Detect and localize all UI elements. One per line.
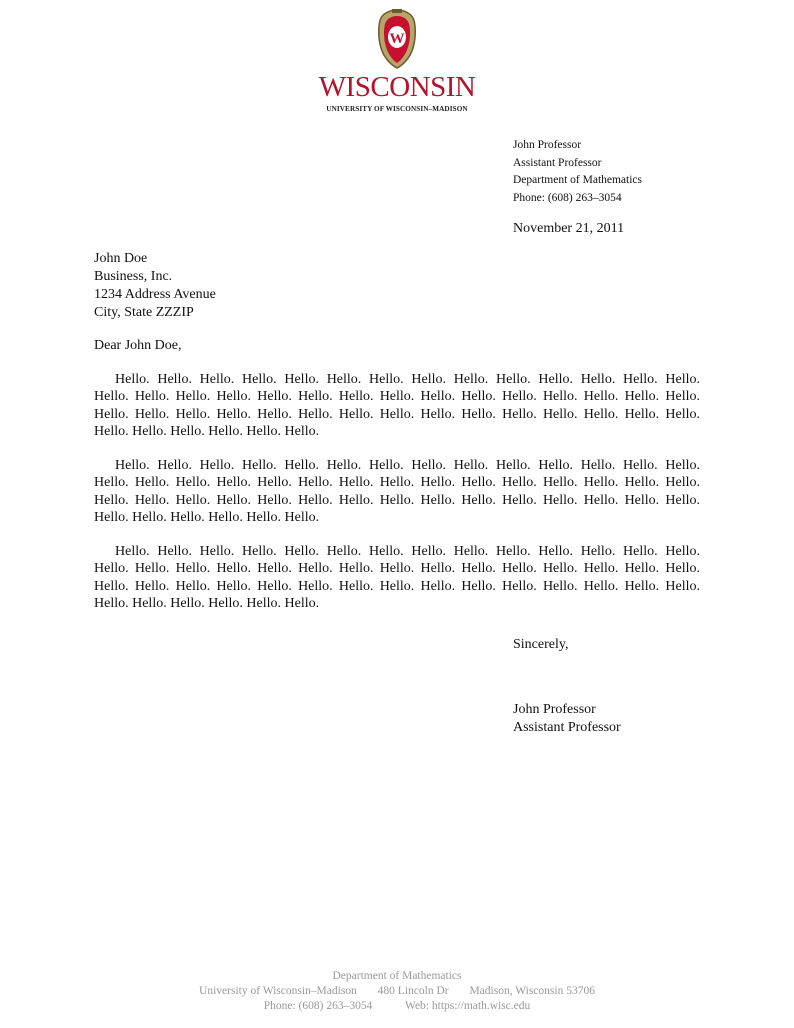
crest-letter: W: [389, 31, 405, 47]
crest-icon: [375, 8, 419, 70]
closing: Sincerely,: [513, 637, 569, 652]
logo-wordmark: WISCONSIN: [318, 71, 476, 103]
paragraph-line: Hello. Hello. Hello. Hello. Hello. Hello.: [94, 423, 320, 439]
footer-university: University of Wisconsin–Madison: [199, 985, 357, 997]
sender-block: [513, 137, 642, 207]
salutation: Dear John Doe,: [94, 338, 182, 353]
university-logo: [316, 8, 478, 114]
footer-street: 480 Lincoln Dr: [377, 985, 449, 997]
paragraph-line: Hello. Hello. Hello. Hello. Hello. Hello. Hello. Hello. Hello. Hello. Hello. Hello. Hello. Hello. Hello.: [94, 406, 700, 422]
paragraph-line: Hello. Hello. Hello. Hello. Hello. Hello. Hello. Hello. Hello. Hello. Hello. Hello. Hello. Hello. Hello.: [94, 492, 700, 508]
body-paragraph: [94, 543, 700, 612]
paragraph-line: Hello. Hello. Hello. Hello. Hello. Hello. Hello. Hello. Hello. Hello. Hello. Hello. Hello. Hello. Hello.: [94, 389, 700, 405]
recipient-block: [94, 250, 216, 322]
body-paragraph: [94, 457, 700, 526]
footer-city: Madison, Wisconsin 53706: [469, 985, 595, 997]
footer-web-link[interactable]: Web: https://math.wisc.edu: [405, 1000, 531, 1012]
sender-name: John Professor: [513, 139, 582, 151]
recipient-name: John Doe: [94, 251, 148, 266]
paragraph-line: Hello. Hello. Hello. Hello. Hello. Hello. Hello. Hello. Hello. Hello. Hello. Hello. Hello. Hello. Hello.: [94, 578, 700, 594]
letter-date: November 21, 2011: [513, 221, 625, 236]
sender-department: Department of Mathematics: [513, 174, 643, 186]
signature-name: John Professor: [513, 702, 596, 717]
paragraph-line: Hello. Hello. Hello. Hello. Hello. Hello. Hello. Hello. Hello. Hello. Hello. Hello. Hello. Hello.: [115, 544, 700, 559]
body-paragraph: [94, 371, 700, 440]
recipient-address: 1234 Address Avenue: [94, 287, 216, 302]
signature-title: Assistant Professor: [513, 720, 621, 735]
paragraph-line: Hello. Hello. Hello. Hello. Hello. Hello.: [94, 509, 320, 525]
paragraph-line: Hello. Hello. Hello. Hello. Hello. Hello.: [94, 595, 320, 611]
recipient-city: City, State ZZZIP: [94, 305, 194, 320]
logo-subtitle: UNIVERSITY OF WISCONSIN–MADISON: [326, 105, 468, 113]
footer-department: Department of Mathematics: [332, 970, 462, 982]
paragraph-line: Hello. Hello. Hello. Hello. Hello. Hello. Hello. Hello. Hello. Hello. Hello. Hello. Hello. Hello.: [115, 372, 700, 387]
paragraph-line: Hello. Hello. Hello. Hello. Hello. Hello. Hello. Hello. Hello. Hello. Hello. Hello. Hello. Hello. Hello.: [94, 561, 700, 577]
recipient-company: Business, Inc.: [94, 269, 173, 284]
signature-block: [513, 701, 621, 737]
paragraph-line: Hello. Hello. Hello. Hello. Hello. Hello. Hello. Hello. Hello. Hello. Hello. Hello. Hello. Hello.: [115, 458, 700, 473]
sender-title: Assistant Professor: [513, 156, 602, 169]
paragraph-line: Hello. Hello. Hello. Hello. Hello. Hello. Hello. Hello. Hello. Hello. Hello. Hello. Hello. Hello. Hello.: [94, 475, 700, 491]
letterhead-footer: [0, 969, 794, 1014]
sender-phone: Phone: (608) 263–3054: [513, 191, 622, 204]
footer-phone: Phone: (608) 263–3054: [263, 1000, 373, 1012]
